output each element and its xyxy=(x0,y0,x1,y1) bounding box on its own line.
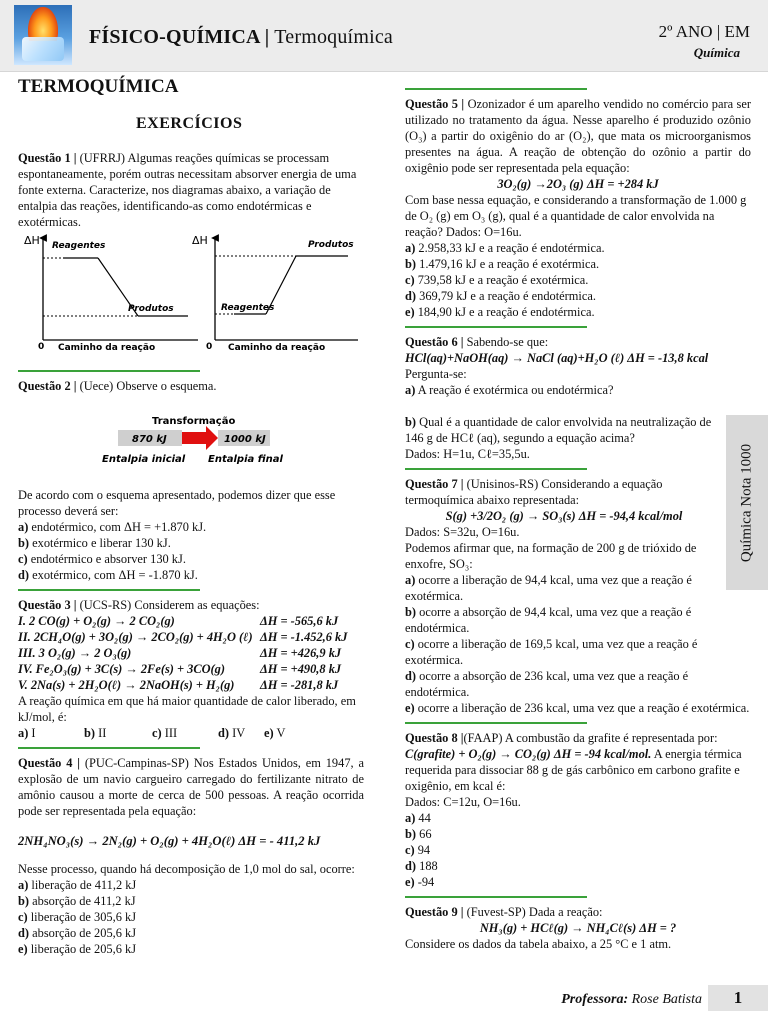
flame-icon xyxy=(28,7,58,41)
divider xyxy=(405,722,587,724)
ice-cube-icon xyxy=(22,37,64,61)
q2-statement: Questão 2 | (Uece) Observe o esquema. xyxy=(18,379,217,393)
scheme-right-value: 1000 kJ xyxy=(224,434,266,445)
left-column-q1 xyxy=(18,150,364,230)
q5-option-a: a) 2.958,33 kJ e a reação é endotérmica. xyxy=(405,241,605,255)
q7-statement: Questão 7 | (Unisinos-RS) Considerando a equação termoquímica abaixo representada: xyxy=(405,477,663,507)
q3-eq-2: II. 2CH₄O(g) + 3O₂(g) → 2CO₂(g) + 4H₂O (ℓ) ΔH = -1.452,6 kJ xyxy=(18,630,348,644)
q3-equations xyxy=(18,613,364,693)
right-y-label: ΔH xyxy=(192,234,208,247)
q4-option-b: b) absorção de 411,2 kJ xyxy=(18,894,136,908)
page-header xyxy=(0,0,768,72)
q6-statement: Questão 6 | Sabendo-se que: xyxy=(405,335,549,349)
q6-ask: Pergunta-se: xyxy=(405,367,467,381)
scheme-title: Transformação xyxy=(152,416,236,427)
left-origin: 0 xyxy=(38,342,45,352)
q8-option-e: e) -94 xyxy=(405,875,435,889)
q5-option-b: b) 1.479,16 kJ e a reação é exotérmica. xyxy=(405,257,600,271)
page-footer xyxy=(0,985,768,1024)
left-top-label: Reagentes xyxy=(52,241,106,251)
divider xyxy=(405,468,587,470)
q7-equation: S(g) +3/2O₂ (g) → SO₃(s) ΔH = -94,4 kcal/mol xyxy=(445,509,683,523)
q2-option-c: c) endotérmico e absorver 130 kJ. xyxy=(18,552,186,566)
q7-option-b: b) ocorre a absorção de 94,4 kcal, uma vez que a reação é endotérmica. xyxy=(405,605,692,635)
divider xyxy=(405,896,587,898)
q6-part-a: a) A reação é exotérmica ou endotérmica? xyxy=(405,383,614,397)
q9-statement: Questão 9 | (Fuvest-SP) Dada a reação: xyxy=(405,905,603,919)
divider xyxy=(18,589,200,591)
logo-fire-ice-icon xyxy=(14,5,72,65)
q4-option-a: a) liberação de 411,2 kJ xyxy=(18,878,137,892)
q3-eq-1: I. 2 CO(g) + O₂(g) → 2 CO₂(g) ΔH = -565,6 kJ xyxy=(18,614,339,628)
header-subject: Química xyxy=(693,45,740,60)
q7-option-e: e) ocorre a liberação de 236 kcal, uma vez que a reação é exotérmica. xyxy=(405,701,750,715)
q2-stem: De acordo com o esquema apresentado, podemos dizer que esse processo deverá ser: xyxy=(18,488,336,518)
right-x-label: Caminho da reação xyxy=(228,343,326,353)
scheme-right-label: Entalpia final xyxy=(208,454,283,465)
q6-data: Dados: H=1u, Cℓ=35,5u. xyxy=(405,447,530,461)
q8-statement: Questão 8 |(FAAP) A combustão da grafite é representada por: C(grafite) + O₂(g) → CO₂(g) ΔH = -94 kcal/mol. A energia térmica requerida para dissociar 88 g de gás carbônico em carbono grafite e oxigênio, em kcal é: xyxy=(405,731,742,793)
right-bottom-label: Reagentes xyxy=(221,303,275,313)
arrow-icon xyxy=(182,426,218,450)
q4-option-d: d) absorção de 205,6 kJ xyxy=(18,926,137,940)
q4-statement: Questão 4 | (PUC-Campinas-SP) Nos Estados Unidos, em 1947, a explosão de um navio cargueiro carregado do fertilizante nitrato de amônio causou a morte de cerca de 500 pessoas. A reação ocorrida pode ser representada pela equação: xyxy=(18,756,364,818)
enthalpy-diagrams-svg xyxy=(18,232,358,357)
right-top-label: Produtos xyxy=(308,240,354,250)
q9-equation: NH₃(g) + HCℓ(g) → NH₄Cℓ(s) ΔH = ? xyxy=(479,921,677,935)
q2-option-a: a) endotérmico, com ΔH = +1.870 kJ. xyxy=(18,520,207,534)
divider xyxy=(405,88,587,90)
q7-stem: Podemos afirmar que, na formação de 200 g de trióxido de enxofre, SO₃: xyxy=(405,541,697,571)
left-bottom-label: Produtos xyxy=(128,304,174,314)
q7-option-d: d) ocorre a absorção de 236 kcal, uma vez que a reação é endotérmica. xyxy=(405,669,689,699)
q3-statement: Questão 3 | (UCS-RS) Considerem as equações: xyxy=(18,598,260,612)
q1-enthalpy-diagrams xyxy=(18,232,358,357)
left-y-label: ΔH xyxy=(24,234,40,247)
q4-option-c: c) liberação de 305,6 kJ xyxy=(18,910,137,924)
q6-part-b: b) Qual é a quantidade de calor envolvida na neutralização de 146 g de HCℓ (aq), segundo a equação acima? xyxy=(405,415,712,445)
section-title: EXERCÍCIOS xyxy=(136,115,243,132)
q2-option-d: d) exotérmico, com ΔH = -1.870 kJ. xyxy=(18,568,198,582)
page-title: TERMOQUÍMICA xyxy=(18,76,179,97)
q1-statement: Questão 1 | (UFRRJ) Algumas reações químicas se processam espontaneamente, porém outras necessitam absorver energia de uma fonte externa. Caracterize, nos diagramas abaixo, a variação de entalpia das reações, identificando-as como endotérmicas e exotérmicas. xyxy=(18,151,357,229)
q3-stem: A reação química em que há maior quantidade de calor liberado, em kJ/mol, é: xyxy=(18,694,356,724)
divider xyxy=(18,747,200,749)
q3-eq-3: III. 3 O₂(g) → 2 O₃(g) ΔH = +426,9 kJ xyxy=(18,646,342,660)
page-number: 1 xyxy=(708,985,768,1011)
scheme-left-label: Entalpia inicial xyxy=(102,454,186,465)
divider xyxy=(18,370,200,372)
q6-equation: HCl(aq)+NaOH(aq) → NaCl (aq)+H₂O (ℓ) ΔH = -13,8 kcal xyxy=(405,351,709,365)
q4-equation: 2NH₄NO₃(s) → 2N₂(g) + O₂(g) + 4H₂O(ℓ) ΔH = - 411,2 kJ xyxy=(18,834,321,848)
q3-options: a) I b) II c) III d) IV e) V xyxy=(18,726,286,740)
q7-option-c: c) ocorre a liberação de 169,5 kcal, uma vez que a reação é exotérmica. xyxy=(405,637,698,667)
teacher-name: Professora: Rose Batista xyxy=(561,992,702,1007)
header-title: FÍSICO-QUÍMICA | Termoquímica xyxy=(89,26,393,48)
q8-option-b: b) 66 xyxy=(405,827,432,841)
header-grade: 2º ANO | EM xyxy=(658,22,750,41)
q8-data: Dados: C=12u, O=16u. xyxy=(405,795,521,809)
q3-eq-4: IV. Fe₂O₃(g) + 3C(s) → 2Fe(s) + 3CO(g) ΔH = +490,8 kJ xyxy=(18,662,342,676)
scheme-left-value: 870 kJ xyxy=(132,434,167,445)
q3-eq-5: V. 2Na(s) + 2H₂O(ℓ) → 2NaOH(s) + H₂(g) ΔH = -281,8 kJ xyxy=(18,678,339,692)
q5-equation: 3O₂(g) →2O₃ (g) ΔH = +284 kJ xyxy=(497,177,659,191)
q7-option-a: a) ocorre a liberação de 94,4 kcal, uma vez que a reação é exotérmica. xyxy=(405,573,692,603)
divider xyxy=(405,326,587,328)
q5-option-d: d) 369,79 kJ e a reação é endotérmica. xyxy=(405,289,596,303)
left-column-q2 xyxy=(18,370,364,394)
q8-option-c: c) 94 xyxy=(405,843,431,857)
q4-option-e: e) liberação de 205,6 kJ xyxy=(18,942,137,956)
left-column-q2-body xyxy=(18,487,364,957)
q5-statement: Questão 5 | Ozonizador é um aparelho vendido no comércio para ser utilizado no tratamento da água. Nesse aparelho é produzido ozônio (O₃) a partir do oxigênio do ar (O₂), que mata os microorganismos presentes na água. A reação de obtenção do ozônio a partir do oxigênio pode ser representada pela equação: xyxy=(405,97,751,175)
side-tab: Química Nota 1000 xyxy=(726,415,768,590)
q2-scheme xyxy=(100,412,283,472)
q5-stem: Com base nessa equação, e considerando a transformação de 1.000 g de O₂ (g) em O₃ (g), qual é a quantidade de calor envolvida na reação? Dados: O=16u. xyxy=(405,193,747,239)
right-origin: 0 xyxy=(206,342,213,352)
right-column xyxy=(405,88,751,952)
q5-option-e: e) 184,90 kJ e a reação é endotérmica. xyxy=(405,305,595,319)
q8-option-a: a) 44 xyxy=(405,811,431,825)
q7-data: Dados: S=32u, O=16u. xyxy=(405,525,520,539)
q8-option-d: d) 188 xyxy=(405,859,438,873)
q5-option-c: c) 739,58 kJ e a reação é exotérmica. xyxy=(405,273,589,287)
q9-stem: Considere os dados da tabela abaixo, a 25 °C e 1 atm. xyxy=(405,937,672,951)
q4-stem: Nesse processo, quando há decomposição de 1,0 mol do sal, ocorre: xyxy=(18,862,355,876)
left-x-label: Caminho da reação xyxy=(58,343,156,353)
q2-option-b: b) exotérmico e liberar 130 kJ. xyxy=(18,536,171,550)
